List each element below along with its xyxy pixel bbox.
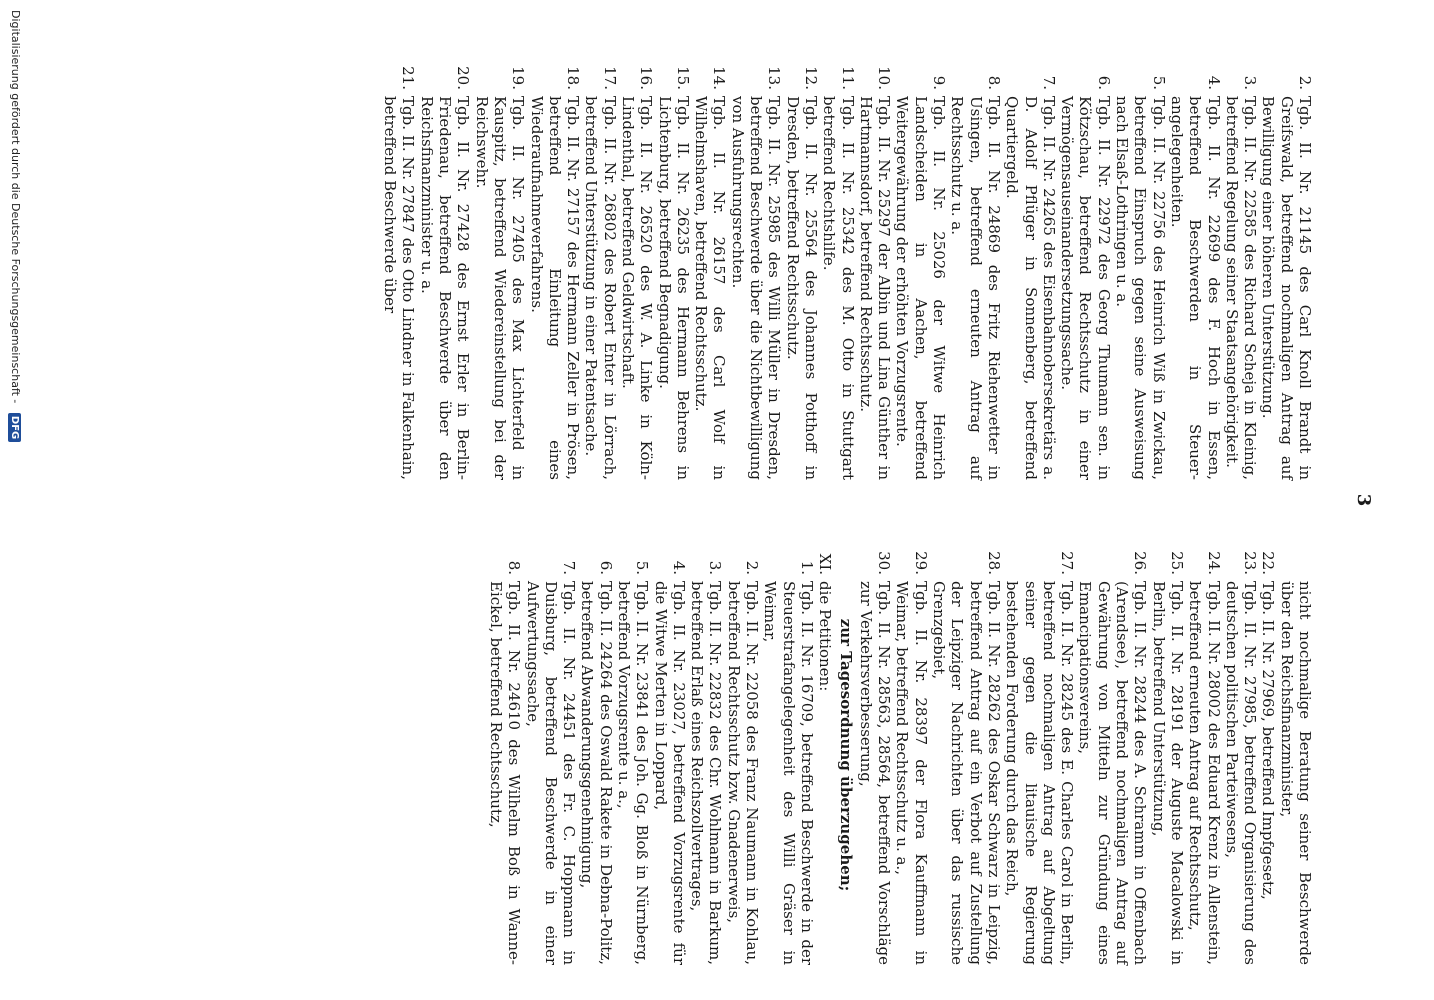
list-item: [688, 545, 725, 965]
item-text: Tgb. II. Nr. 28245 des E. Charles Carol in Berlin, betreffend nochmaligen Antrag auf Abgeltung seiner gegen die litauische Regierung bestehenden Forderung durch das Reich,: [1003, 581, 1077, 965]
list-item: [857, 60, 894, 480]
list-item: [523, 545, 578, 965]
item-number: 5.: [633, 560, 652, 575]
item-text: Tgb. II. Nr. 27157 des Hermann Zeller in Prösen, betreffend Einleitung eines Wiederaufnahmeverfahrens.: [527, 96, 583, 480]
item-number: 21.: [399, 66, 418, 90]
item-text: Tgb. II. Nr. 22832 des Chr. Wohlmann in Barkum, betreffend Erlaß eines Reichszollvertrages,: [688, 581, 725, 965]
item-text: nicht nochmalige Beratung seiner Beschwerde über den Reichsfinanzminister,: [1277, 581, 1314, 965]
list-item: [1003, 545, 1076, 965]
item-number: 8.: [984, 75, 1003, 90]
item-number: [1277, 545, 1314, 581]
list-item: [783, 60, 820, 480]
transition-line: zur Tagesordnung überzugehen;: [836, 618, 855, 892]
item-text: Tgb. II. Nr. 22756 des Heinrich Wiß in Zwickau, betreffend Einspruch gegen seine Ausweisung nach Elsaß-Lothringen u. a.: [1113, 96, 1168, 480]
item-number: 19.: [509, 66, 528, 90]
item-number: 5.: [1149, 75, 1168, 90]
list-item: [615, 545, 652, 965]
list-item: [1277, 545, 1314, 965]
item-text: Tgb. II. Nr. 26157 des Carl Wolf in Wilhelmshaven, betreffend Rechtsschutz.: [692, 96, 729, 480]
credit-text: Digitalisierung gefördert durch die Deutsche Forschungsgemeinschaft -: [9, 10, 22, 404]
page-number: 3: [1353, 493, 1374, 507]
item-number: 13.: [765, 66, 784, 90]
item-number: 27.: [1058, 551, 1077, 575]
item-number: 20.: [454, 66, 473, 90]
item-text: Tgb. II. Nr. 27428 des Ernst Erler in Berlin-Friedenau, betreffend Beschwerde über den Reichsfinanzminister u. a.: [417, 96, 473, 480]
item-text: Tgb. II. Nr. 26235 des Hermann Behrens in Lichtenburg, betreffend Begnadigung.: [655, 96, 692, 480]
item-number: 11.: [838, 66, 857, 90]
digitization-credit: [8, 10, 22, 442]
item-number: 6.: [596, 560, 615, 575]
list-item: [1113, 60, 1168, 480]
petition-list-continued: [857, 545, 1314, 965]
list-item: [1058, 60, 1113, 480]
item-number: 2.: [1296, 75, 1314, 90]
item-text: Tgb. II. Nr. 27405 des Max Lichterfeld in Kauspitz, betreffend Wiedereinstellung bei der Reichswehr.: [472, 96, 528, 480]
item-text: Tgb. II. Nr. 22972 des Georg Thumann sen. in Kötzschau, betreffend Rechtsschutz in einer Vermögensauseinandersetzungssache.: [1058, 96, 1113, 480]
item-number: 4.: [1204, 75, 1223, 90]
item-text: Tgb. II. Nr. 27969, betreffend Impfgesetz,: [1259, 581, 1278, 900]
item-text: Tgb. II. Nr. 22699 des F. Hoch in Essen, betreffend Beschwerden in Steuerangelegenheiten.: [1167, 96, 1223, 480]
list-item: [1223, 545, 1260, 965]
item-text: Tgb. II. Nr. 28244 des A. Schramm in Offenbach (Arendsee), betreffend nochmaligen Antrag auf Gewährung von Mitteln zur Gründung eines Emancipationsvereins,: [1076, 581, 1150, 965]
item-text: Tgb. II. Nr. 28563, 28564, betreffend Vorschläge zur Verkehrsverbesserung,: [856, 581, 894, 965]
section-heading: [816, 545, 834, 965]
item-number: 7.: [1039, 75, 1058, 90]
list-item: [651, 545, 688, 965]
list-item: [381, 60, 418, 480]
item-text: Tgb. II. Nr. 26520 des W. A. Linke in Köln-Lindenthal, betreffend Geldwirtschaft.: [619, 96, 656, 480]
item-text: Tgb. II. Nr. 16709, betreffend Beschwerde in der Steuerstrafangelegenheit des Willi Gräser in Weimar,: [761, 581, 816, 965]
item-number: 10.: [875, 66, 894, 90]
petition-list-section-xi: [487, 545, 816, 965]
dfg-logo: DFG: [8, 413, 21, 442]
list-item: [725, 545, 762, 965]
list-item: [1186, 545, 1223, 965]
item-text: Tgb. II. Nr. 21145 des Carl Knoll Brandt in Greifswald, betreffend nochmaligen Antrag auf Bewilligung einer höheren Unterstützung.: [1259, 96, 1314, 480]
item-text: Tgb. II. Nr. 23841 des Joh. Gg. Bloß in Nürnberg, betreffend Vorzugsrente u. a.,: [615, 581, 652, 965]
list-item: [472, 60, 527, 480]
item-number: 6.: [1094, 75, 1113, 90]
list-item: [893, 60, 948, 480]
item-text: Tgb. II. Nr. 27985, betreffend Organisierung des deutschen politischen Parteiwesens,: [1222, 581, 1260, 965]
list-item: [761, 545, 816, 965]
item-text: Tgb. II. Nr. 25297 der Albin und Lina Günther in Hartmannsdorf, betreffend Rechtsschutz.: [856, 96, 894, 480]
list-item: [1223, 60, 1260, 480]
item-text: Tgb. II. Nr. 24451 des Fr. C. Hoppmann in Duisburg, betreffend Beschwerde in einer Aufwertungssache,: [523, 581, 579, 965]
list-item: [948, 60, 1003, 480]
right-column: [487, 545, 1314, 965]
list-item: [1076, 545, 1149, 965]
list-item: [582, 60, 619, 480]
item-text: Tgb. II. 24264 des Oswald Rakete in Debna-Politz, betreffend Abwanderungsgenehmigung,: [578, 581, 615, 965]
list-item: [417, 60, 472, 480]
item-number: 28.: [984, 551, 1003, 575]
list-item: [820, 60, 857, 480]
list-item: [1149, 545, 1186, 965]
list-item: [1003, 60, 1058, 480]
item-text: Tgb. II. Nr. 25342 des M. Otto in Stuttgart betreffend Rechtshilfe.: [820, 96, 857, 480]
list-item: [527, 60, 582, 480]
item-number: 17.: [600, 66, 619, 90]
section-title: die Petitionen:: [816, 581, 835, 692]
item-number: 8.: [505, 560, 524, 575]
item-text: Tgb. II. Nr. 24610 des Wilhelm Boß in Wanne-Eickel, betreffend Rechtsschutz,: [486, 581, 524, 965]
item-text: Tgb. II. Nr. 28262 des Oskar Schwarz in Leipzig, betreffend Antrag auf ein Verbot auf Zustellung der Leipziger Nachrichten über das russische Grenzgebiet,: [930, 581, 1003, 965]
item-number: 9.: [930, 75, 949, 90]
left-column: [381, 60, 1314, 480]
list-item: [578, 545, 615, 965]
item-number: 12.: [801, 66, 820, 90]
item-number: 1.: [797, 560, 816, 575]
item-text: Tgb. II. Nr. 28002 des Eduard Krenz in Allenstein, betreffend erneuten Antrag auf Rechtsschutz,: [1186, 581, 1223, 965]
item-number: 2.: [743, 560, 762, 575]
item-text: Tgb. II. Nr. 27847 des Otto Lindner in Falkenhain, betreffend Beschwerde über: [381, 96, 418, 480]
item-text: Tgb. II. Nr. 25026 der Witwe Heinrich Landscheiden in Aachen, betreffend Weitergewährung der erhöhten Vorzugsrente.: [893, 96, 949, 480]
list-item: [1259, 545, 1277, 965]
list-item: [857, 545, 894, 965]
item-text: Tgb. II. Nr. 28397 der Flora Kauffmann in Weimar, betreffend Rechtsschutz u. a.,: [893, 581, 930, 965]
item-number: 22.: [1259, 551, 1278, 575]
item-number: 15.: [673, 66, 692, 90]
list-item: [487, 545, 524, 965]
list-item: [729, 60, 784, 480]
item-text: Tgb. II. Nr. 24869 des Fritz Riehenwetter in Usingen, betreffend erneuten Antrag auf Rechtsschutz u. a.: [948, 96, 1003, 480]
item-number: 16.: [637, 66, 656, 90]
item-number: 23.: [1241, 551, 1260, 575]
item-number: 14.: [710, 66, 729, 90]
item-number: 30.: [875, 551, 894, 575]
list-item: [1168, 60, 1223, 480]
list-item: [893, 545, 930, 965]
item-number: 18.: [564, 66, 583, 90]
item-number: 7.: [560, 560, 579, 575]
item-number: 3.: [706, 560, 725, 575]
list-item: [1259, 60, 1314, 480]
item-number: 29.: [911, 551, 930, 575]
item-text: Tgb. II. Nr. 28191 der Auguste Macalowski in Berlin, betreffend Unterstützung,: [1149, 581, 1186, 965]
item-number: 24.: [1204, 551, 1223, 575]
item-number: 3.: [1241, 75, 1260, 90]
item-number: 25.: [1167, 551, 1186, 575]
item-text: Tgb. II. Nr. 26802 des Robert Enter in Lörrach, betreffend Unterstützung in einer Patentsache.: [582, 96, 619, 480]
section-number: XI.: [816, 553, 835, 575]
item-number: 4.: [669, 560, 688, 575]
list-item: [619, 60, 656, 480]
list-item: [692, 60, 729, 480]
item-text: Tgb. II. Nr. 23027, betreffend Vorzugsrente für die Witwe Merten in Loppard,: [651, 581, 688, 965]
item-text: Tgb. II. Nr. 25985 des Willi Müller in Dresden, betreffend Beschwerde über die Nichtbewilligung von Ausfuhrungsrechten.: [728, 96, 784, 480]
list-item: [930, 545, 1003, 965]
list-item: [655, 60, 692, 480]
item-number: 26.: [1131, 551, 1150, 575]
item-text: Tgb. II. Nr. 22585 des Richard Scheja in Kleinig, betreffend Regelung seiner Staatsangehörigkeit.: [1222, 96, 1260, 480]
item-text: Tgb. II. Nr. 25564 des Johannes Potthoff in Dresden, betreffend Rechtsschutz.: [783, 96, 820, 480]
item-text: Tgb. II. Nr. 22058 des Franz Naumann in Kohlau, betreffend Rechtsschutz bzw. Gnadenerweis,: [724, 581, 762, 965]
item-text: Tgb. II. Nr. 24265 des Eisenbahnobersekretärs a. D. Adolf Pflüger in Sonnenberg, betreffend Quartiergeld.: [1003, 96, 1058, 480]
